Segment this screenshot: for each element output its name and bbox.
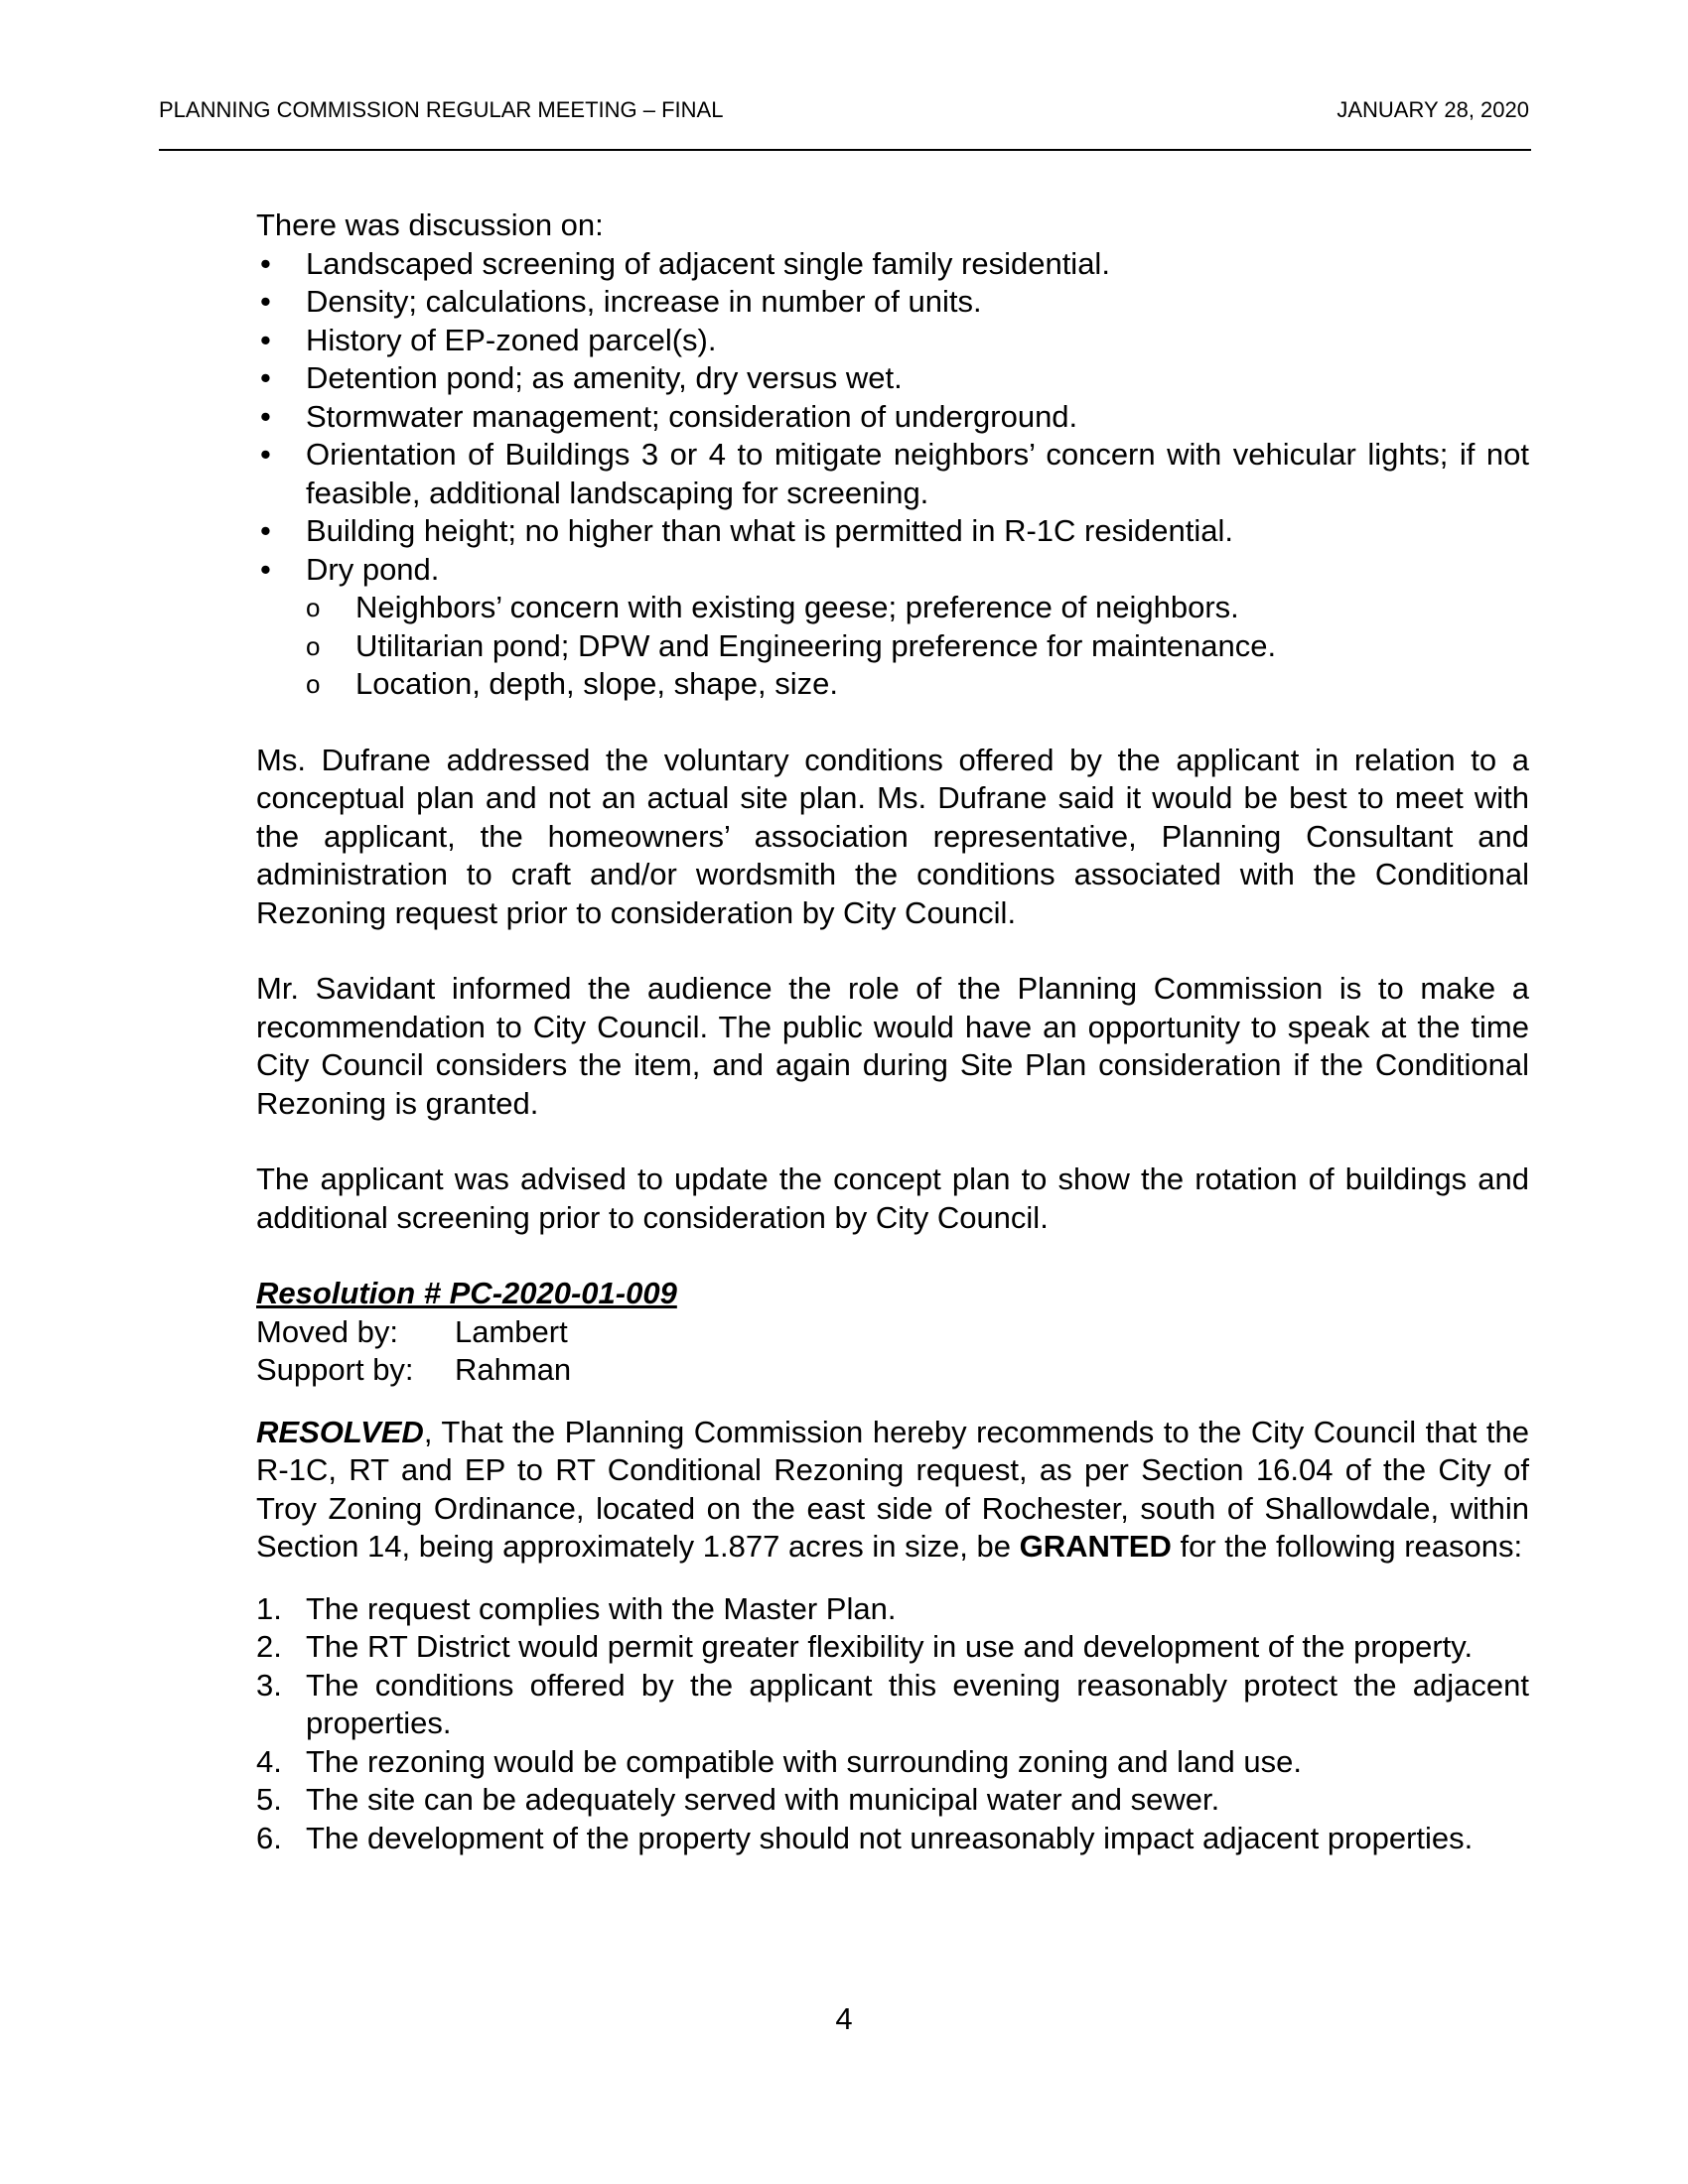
support-by-row [256, 1351, 1529, 1390]
circle-bullet-icon: o [306, 669, 321, 699]
list-item: • History of EP-zoned parcel(s). [256, 322, 1529, 360]
header-meeting-title: PLANNING COMMISSION REGULAR MEETING – FINAL [159, 97, 724, 122]
list-item: 4. The rezoning would be compatible with surrounding zoning and land use. [256, 1743, 1302, 1779]
paragraph-dufrane: Ms. Dufrane addressed the voluntary conditions offered by the applicant in relation to a conceptual plan and not an actual site plan. Ms. Dufrane said it would be best to meet with the applicant, the homeowners’ association representative, Planning Consultant and administration to craft and/or wordsmith the conditions associated with the Conditional Rezoning request prior to consideration by City Council. [256, 742, 1529, 930]
paragraph-savidant: Mr. Savidant informed the audience the role of the Planning Commission is to make a recommendation to City Council. The public would have an opportunity to speak at the time City Council considers the item, and again during Site Plan consideration if the Conditional Rezoning is granted. [256, 971, 1529, 1121]
moved-by-row [256, 1313, 1529, 1352]
support-by-label: Support by: [256, 1352, 414, 1387]
list-item: • Dry pond. [256, 551, 1529, 590]
header-divider [159, 149, 1531, 151]
moved-by-value: Lambert [455, 1313, 568, 1349]
resolved-text-1: , That the Planning Commission hereby recommends to the City Council that the R-1C, RT and EP to RT Conditional Rezoning request, as per Section 16.04 of the City of Troy Zoning Ordinance, located on the east side of Rochester, south of Shallowdale, within Section 14, being approximately 1.877 acres in size, be [256, 1414, 1529, 1564]
list-item: 1. The request complies with the Master Plan. [256, 1590, 897, 1626]
list-item: • Landscaped screening of adjacent single family residential. [256, 245, 1529, 284]
list-item: • Density; calculations, increase in number of units. [256, 283, 1529, 322]
list-item: 5. The site can be adequately served with municipal water and sewer. [256, 1782, 1220, 1817]
page-content [256, 206, 1529, 1857]
bullet-icon: • [260, 551, 271, 587]
resolution-title: Resolution # PC-2020-01-009 [256, 1276, 677, 1310]
bullet-icon: • [260, 360, 271, 395]
resolved-paragraph [256, 1414, 1529, 1567]
moved-by-label: Moved by: [256, 1313, 399, 1349]
bullet-icon: • [260, 245, 271, 281]
list-item: o Utilitarian pond; DPW and Engineering preference for maintenance. [256, 627, 1529, 666]
discussion-intro: There was discussion on: [256, 207, 604, 242]
dry-pond-sublist [256, 589, 1529, 704]
reasons-list [256, 1590, 1529, 1858]
bullet-icon: • [260, 398, 271, 434]
list-item: • Stormwater management; consideration of underground. [256, 398, 1529, 437]
list-item: • Detention pond; as amenity, dry versus wet. [256, 359, 1529, 398]
resolved-text-2: for the following reasons: [1171, 1529, 1523, 1564]
bullet-icon: • [260, 513, 271, 548]
granted-word: GRANTED [1019, 1529, 1172, 1564]
circle-bullet-icon: o [306, 593, 321, 622]
list-item: 2. The RT District would permit greater flexibility in use and development of the property. [256, 1629, 1474, 1664]
list-item: • Building height; no higher than what is permitted in R-1C residential. [256, 512, 1529, 551]
page-header [159, 97, 1529, 127]
list-item: • Orientation of Buildings 3 or 4 to mitigate neighbors’ concern with vehicular lights; if not feasible, additional landscaping for screening. [260, 437, 1529, 510]
resolved-word: RESOLVED [256, 1414, 424, 1449]
list-item: o Neighbors’ concern with existing geese; preference of neighbors. [256, 589, 1529, 627]
circle-bullet-icon: o [306, 630, 321, 661]
list-item: 6. The development of the property should not unreasonably impact adjacent properties. [256, 1820, 1474, 1855]
bullet-icon: • [260, 437, 271, 472]
discussion-list [256, 245, 1529, 590]
paragraph-applicant: The applicant was advised to update the concept plan to show the rotation of buildings and additional screening prior to consideration by City Council. [256, 1161, 1529, 1235]
list-item: o Location, depth, slope, shape, size. [256, 665, 1529, 704]
bullet-icon: • [260, 284, 271, 319]
bullet-icon: • [260, 322, 271, 357]
list-item: 3. The conditions offered by the applicant this evening reasonably protect the adjacent properties. [256, 1667, 1529, 1740]
header-date: JANUARY 28, 2020 [1336, 97, 1529, 122]
support-by-value: Rahman [455, 1352, 572, 1387]
page-number: 4 [835, 2001, 853, 2036]
